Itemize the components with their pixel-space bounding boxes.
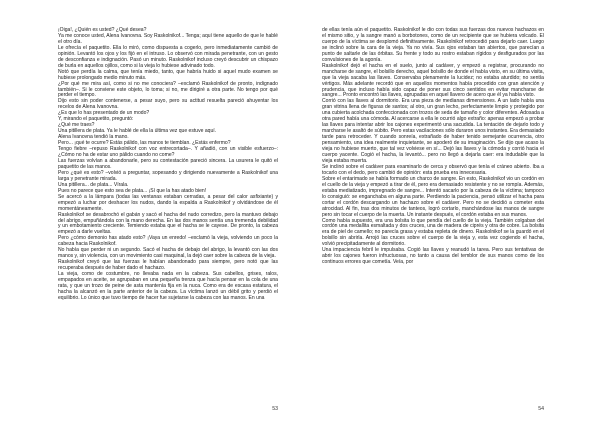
paragraph: ¿Es que lo has presentado de un modo?	[58, 110, 150, 117]
paragraph: Raskolnikof se desabrochó el gabán y sacó el hacha del nudo corredizo, pero la mantuvo debajo del abrigo, empuñándola con la mano derecha. En las dos manos sentía una tremenda debilidad y un embotamiento creciente. Temiendo estaba que el hacha se le cayese. De pronto, la cabeza empezó a darle vueltas.	[58, 211, 278, 236]
paragraph: de ellas tenía aún el paquetito. Raskolnikof le dio con todas sus fuerzas dos nuevos hachazos en el mismo sitio, y la sangre manó a borbotones, como de un recipiente que se hubiera volcado. El cuerpo de la víctima se desplomó definitivamente. Raskolnikof retrocedió para dejarlo caer. Luego se inclinó sobre la cara de la vieja. Ya no vivía. Sus ojos estaban tan abiertos, que parecían a punto de saltarle de las órbitas. Su frente y todo su rostro estaban rígidos y desfigurados por las convulsiones de la agonía.	[322, 27, 544, 63]
paragraph: Notó que perdía la calma, que tenía miedo, tanto, que habría huido si aquel mudo examen se hubiese prolongado medio minuto más.	[58, 68, 278, 81]
paragraph: Pues no parece que esto sea de plata... ¡Sí que la has atado bien!	[58, 187, 207, 194]
paragraph: La vieja, como de costumbre, no llevaba nada en la cabeza. Sus cabellos, grises, ralos, empapados en aceite, se agrupaban en una pequeña trenza que hacía pensar en la cola de una rata, y que un trozo de peine de asta mantenía fija en la nuca. Como era de escasa estatura, el hacha la alcanzó en la parte anterior de la cabeza. La víctima lanzó un débil grito y perdió el equilibrio. Lo único que tuvo tiempo de hacer fue sujetarse la cabeza con las manos. En una	[58, 271, 278, 301]
paragraph: Las fuerzas volvían a abandonarle, pero su contestación pareció sincera. La usurera le quitó el paquetito de las manos.	[58, 157, 278, 170]
paragraph: Corrió con las llaves al dormitorio. Era una pieza de medianas dimensiones. A un lado había una gran vitrina llena de figuras de santos; al otro, un gran lecho, perfectamente limpio y protegido por una cubierta acolchada confeccionada con trozos de seda de tamaño y color diferentes. Adosada a otra pared había una cómoda. Al acercarse a ella le ocurrió algo extraño: apenas empezó a probar las llaves para intentar abrir los cajones experimentó una sacudida. La tentación de dejarlo todo y marcharse le asaltó de súbito. Pero estas vacilaciones sólo duraron unos instantes. Era demasiado tarde para retroceder. Y cuando sonreía, extrañado de haber tenido semejante ocurrencia, otro pensamiento, una idea realmente inquietante, se apoderó de su imaginación. Se dijo que acaso la vieja no hubiese muerto, que tal vez volviese en sí... Dejó las llaves y la cómoda y corrió hacia el cuerpo yacente. Cogió el hacha, la levantó... pero no llegó a dejarla caer: era indudable que la vieja estaba muerta.	[322, 98, 544, 164]
paragraph: ¿Qué me traes?	[58, 122, 95, 129]
left-page-number: 53	[272, 406, 278, 412]
paragraph: Se acercó a la lámpara (todas las ventanas estaban cerradas, a pesar del calor asfixiante) y empezó a luchar por deshacer los nudos, dando la espalda a Raskolnikof y olvidándose de él momentáneamente.	[58, 193, 278, 212]
right-page-text	[322, 28, 544, 266]
paragraph: Alena Ivanovna tendió la mano.	[58, 134, 129, 141]
right-page	[300, 0, 600, 424]
paragraph: Raskolnikof dejó el hacha en el suelo, junto al cadáver, y empezó a registrar, procurando no mancharse de sangre, el bolsillo derecho, aquel bolsillo de donde el había visto, en su última visita, que la vieja sacaba las llaves. Conservaba plenamente la lucidez; no estaba aturdido; no sentía vértigos. Más adelante recordó que en aquellos momentos había procedido con gran atención y prudencia, que incluso había sido capaz de poner sus cinco sentidos en evitar mancharse de sangre... Pronto encontró las llaves, agrupadas en aquel llavero de acero que él ya había visto.	[322, 62, 544, 99]
paragraph: No había que perder ni un segundo. Sacó el hacha de debajo del abrigo, la levantó con las dos manos y, sin violencia, con un movimiento casi maquinal, la dejó caer sobre la cabeza de la vieja.	[58, 247, 278, 260]
paragraph: Pero ¿qué es esto? –volvió a preguntar, sopesando y dirigiendo nuevamente a Raskolnikof una larga y penetrante mirada.	[58, 169, 278, 182]
paragraph: Tengo fiebre –repuso Raskolnikof con voz entrecortada–. Y añadió, con un visible esfuerzo–: ¿Cómo no ha de estar uno pálido cuando no come?	[58, 146, 278, 159]
paragraph: Pero... ¡qué te ocurre? Estás pálido, las manos te tiemblan. ¿Estás enfermo?	[58, 140, 231, 147]
paragraph: Ya me conoce usted, Alena Ivanovna. Soy Raskolnikof... Tenga; aquí tiene aquello de que le hablé el otro día.	[58, 32, 278, 45]
paragraph: Dijo esto sin poder contenerse, a pesar suyo, pero su actitud resuelta pareció ahuyentar los recelos de Alena Ivanovna.	[58, 98, 278, 111]
paragraph: ¿Por qué me mira así, como si no me conociera? –exclamó Raskolnikof de pronto, indignado también–. Si le conviene este objeto, lo toma; si no, me dirigiré a otra parte. No tengo por qué perder el tiempo.	[58, 80, 278, 99]
paragraph: Sobre el entarimado se había formado un charco de sangre. En esto, Raskolnikof vio un cordón en el cuello de la vieja y empezó a tirar de él, pero era demasiado resistente y no se rompía. Además, estaba mediatizado, impregnado de sangre... Intentó sacarlo por la cabeza de la víctima; tampoco lo consiguió: se enganchaba en alguna parte. Perdiendo la paciencia, pensó utilizar el hacha para cortar el cordón descargando un hachazo sobre el cadáver. Pero no se decidió a cometer esta atrocidad. Al fin, tras dos minutos de tanteos, logró cortarlo, manchándose las manos de sangre pero sin tocar el cuerpo de la muerta. Un instante después, el cordón estaba en sus manos.	[322, 175, 544, 218]
paragraph: Le ofrecía el paquetito. Ella lo miró, como dispuesta a cogerlo, pero inmediatamente cambió de opinión. Levantó los ojos y los fijó en el intruso. Lo observó con mirada penetrante, con un gesto de desconfianza e indignación. Pasó un minuto. Raskolnikof incluso creyó descubrir un chispazo de burla en aquellos ojillos, como si la vieja lo hubiese adivinado todo.	[58, 44, 278, 69]
paragraph: Raskolnikof creyó que las fuerzas le habían abandonado para siempre, pero notó que las recuperaba después de haber dado el hachazo.	[58, 259, 278, 272]
left-page-text	[58, 28, 278, 302]
paragraph: Una impaciencia febril le impulsaba. Cogió las llaves y reanudó la tarea. Pero sus tentativas de abrir los cajones fueron infructuosas, no tanto a causa del temblor de sus manos como de los continuos errores que cometía. Veía, por	[322, 247, 544, 266]
right-page-number: 54	[538, 406, 544, 412]
paragraph: Una pitillera... de plata... Vírala.	[58, 181, 129, 188]
paragraph: Pero ¿cómo demonio has atado esto? ¡Vaya un enredo! –exclamó la vieja, volviendo un poco la cabeza hacia Raskolnikof.	[58, 235, 278, 248]
paragraph: Una pitillera de plata. Ya le hablé de ella la última vez que estuve aquí.	[58, 128, 217, 135]
paragraph: Se inclinó sobre el cadáver para examinarlo de cerca y observó que tenía el cráneo abierto. Iba a tocarlo con el dedo, pero cambió de opinión: esta prueba era innecesaria.	[322, 163, 544, 176]
paragraph: ¡Oiga!, ¿Quién es usted? ¿Qué desea?	[58, 27, 147, 33]
paragraph: Y, mirando el paquetito, preguntó:	[58, 116, 134, 123]
paragraph: Como había supuesto, era una bolsita lo que pendía del cuello de la vieja. También colgaban del cordón una medallita esmaltada y dos cruces, una de madera de ciprés y otra de cobre. La bolsita era de piel de camello; no parecía grasa y estaba repleta de dinero. Raskolnikof se la guardó en el bolsillo sin abrirla. Arrojó las cruces sobre el cuerpo de la vieja y, esta vez cogiendo el hacha, volvió precipitadamente al dormitorio.	[322, 217, 544, 248]
